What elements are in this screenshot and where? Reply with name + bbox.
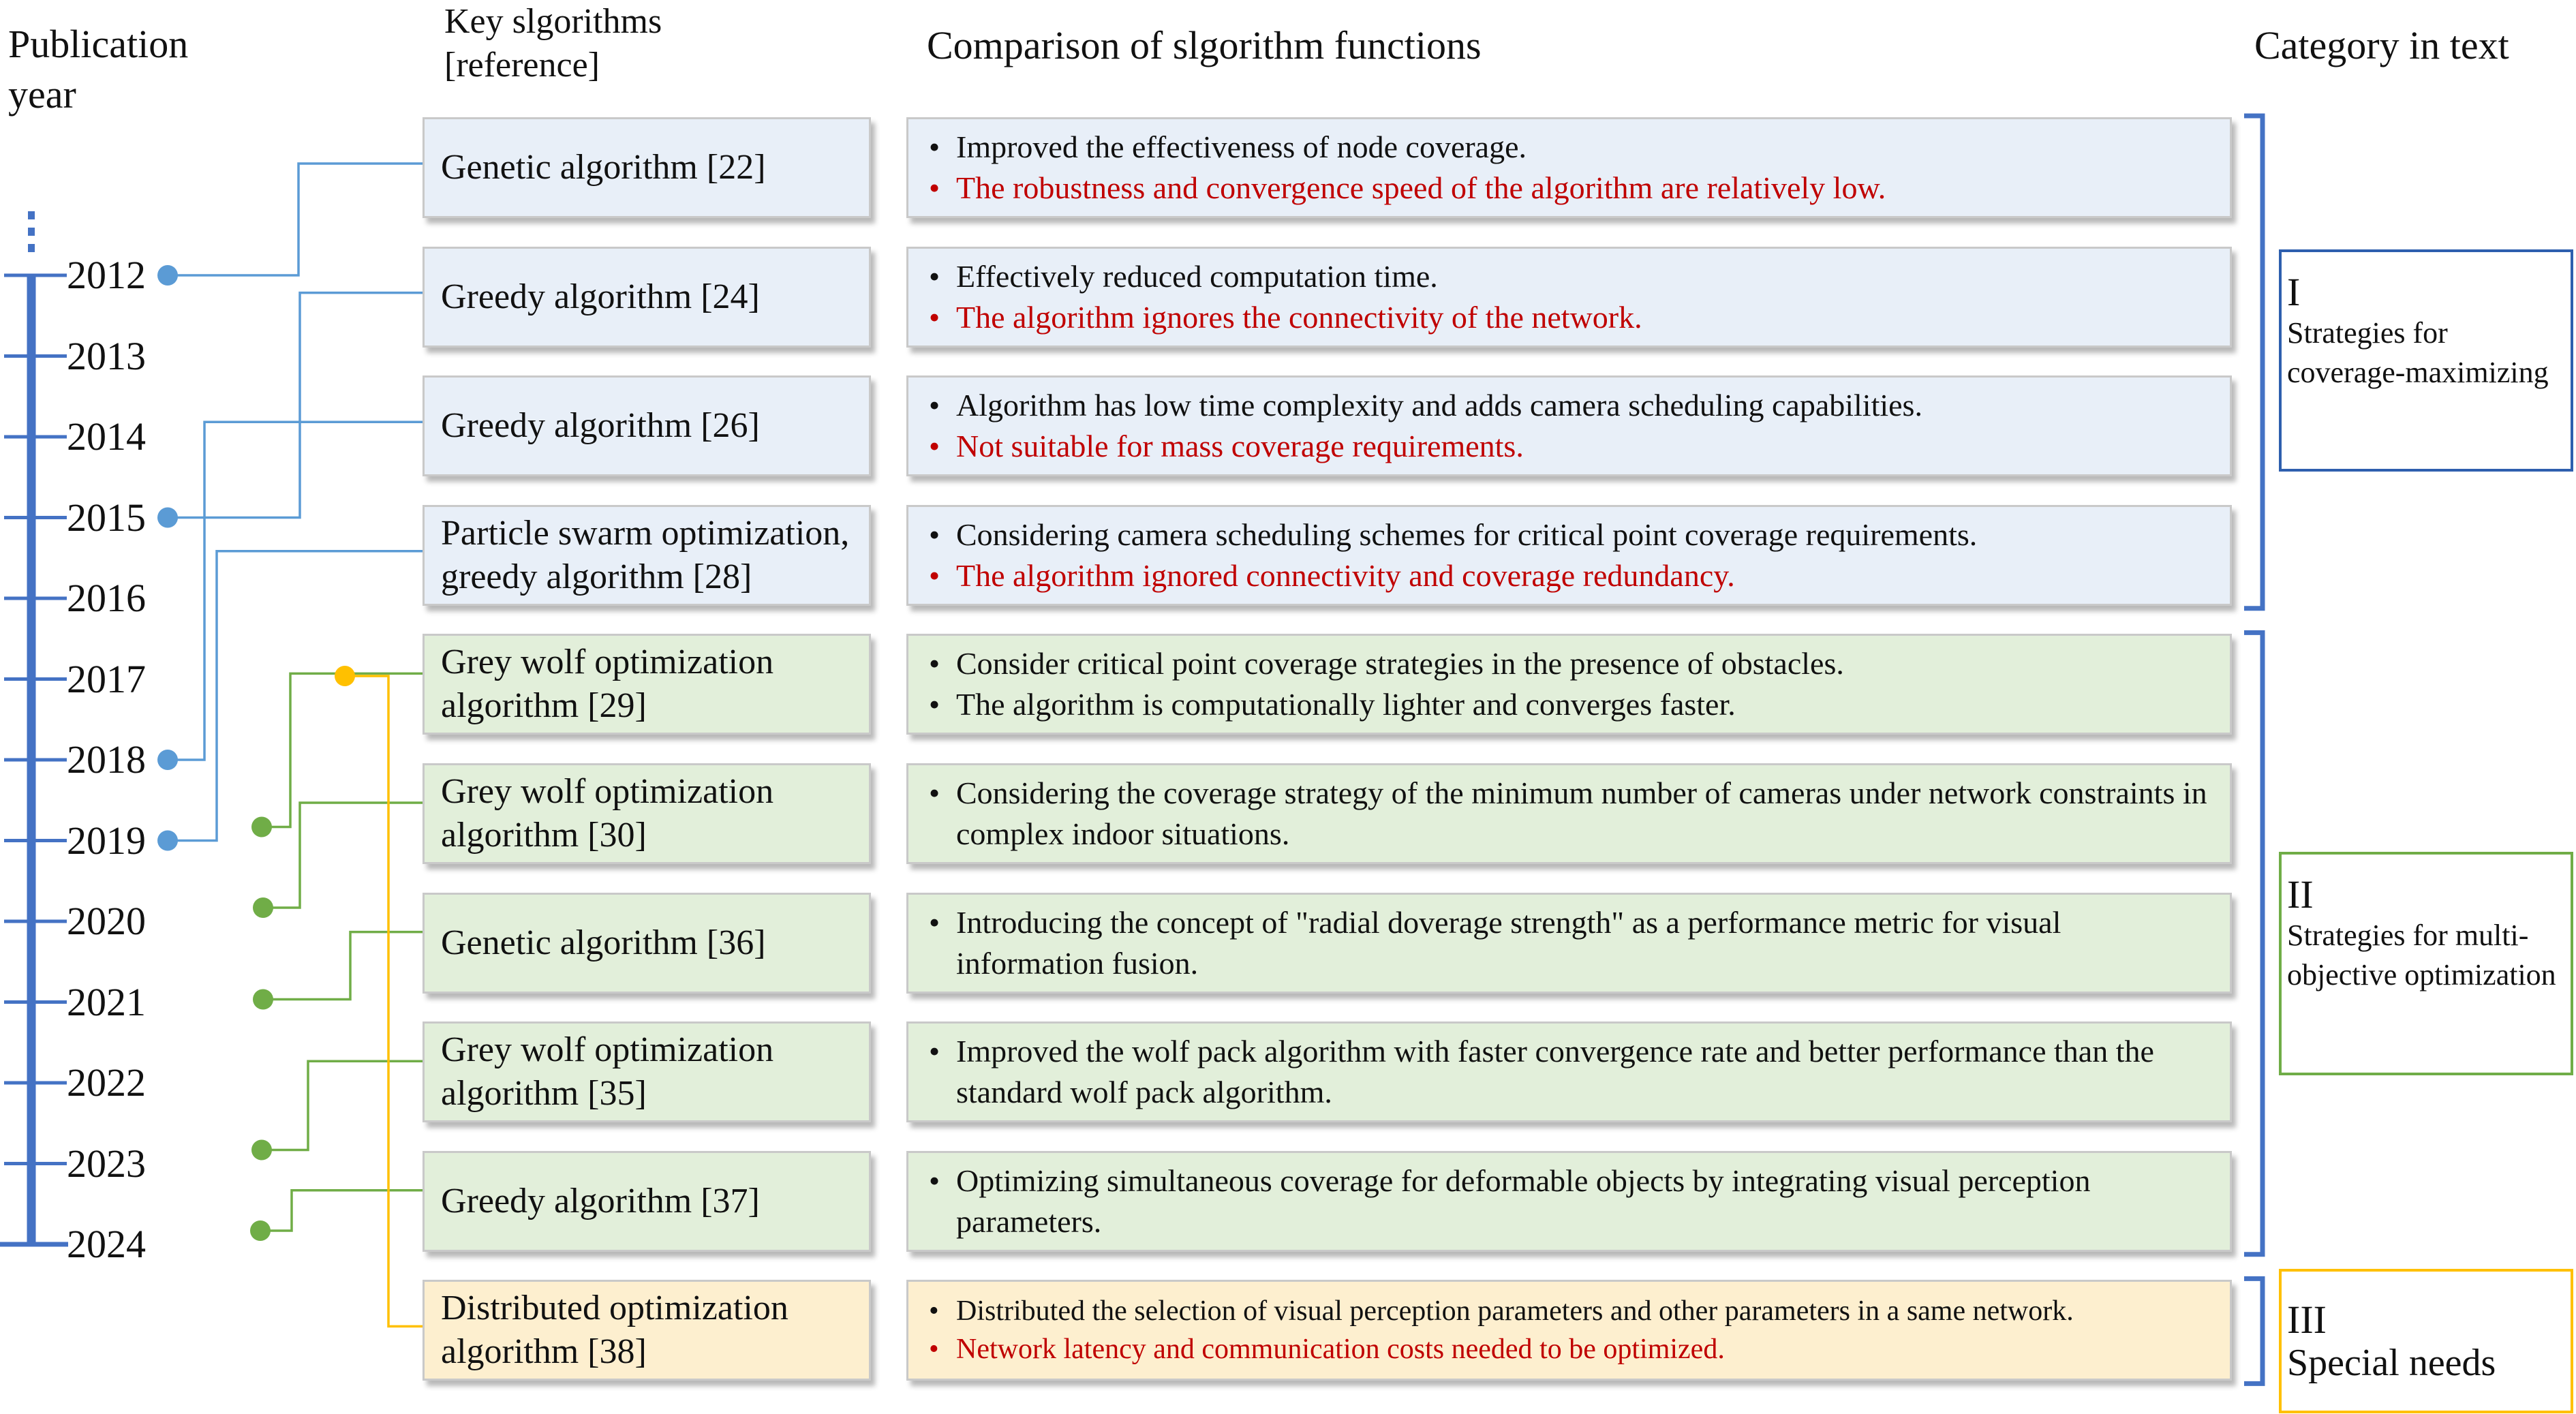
limitation-point: [929, 168, 2213, 209]
advantage-point: [929, 684, 2213, 725]
year-label: 2024: [67, 1222, 146, 1266]
year-dot-icon: [250, 1220, 271, 1241]
comparison-box: [906, 375, 2232, 476]
point-text: Consider critical point coverage strategies in the presence of obstacles.: [956, 646, 1844, 681]
point-text: Not suitable for mass coverage requirements.: [956, 429, 1524, 464]
category-label: Strategies for coverage-maximizing: [2287, 316, 2549, 389]
algorithm-box: [423, 634, 871, 735]
algorithm-box: [423, 247, 871, 348]
algorithm-box: [423, 893, 871, 994]
year-dot-icon: [253, 989, 273, 1010]
bullet-icon: •: [929, 775, 940, 810]
point-text: Improved the effectiveness of node coverage.: [956, 129, 1527, 164]
algorithm-box: [423, 1280, 871, 1381]
bullet-icon: •: [929, 429, 940, 464]
category-label: Strategies for multi-objective optimization: [2287, 919, 2556, 992]
category-numeral: II: [2287, 872, 2314, 917]
point-text: The algorithm is computationally lighter and converges faster.: [956, 687, 1736, 722]
comparison-box: [906, 247, 2232, 348]
algorithm-name: Grey wolf optimization algorithm [29]: [441, 643, 774, 726]
bullet-icon: •: [929, 258, 940, 294]
comparison-box: [906, 117, 2232, 218]
algorithm-box: [423, 117, 871, 218]
advantage-point: [929, 1031, 2213, 1113]
advantage-point: [929, 773, 2213, 855]
year-label: 2022: [67, 1060, 146, 1105]
comparison-box: [906, 1151, 2232, 1252]
connector-line: [345, 676, 423, 1326]
header-publication-year: Publication year: [8, 22, 189, 117]
year-label: 2017: [67, 656, 146, 701]
advantage-point: [929, 514, 2213, 555]
limitation-point: [929, 555, 2213, 596]
year-label: 2014: [67, 414, 146, 459]
limitation-point: [929, 1330, 2213, 1368]
advantage-point: [929, 643, 2213, 684]
bullet-icon: •: [929, 1034, 940, 1069]
connector-line: [263, 932, 423, 1000]
algorithm-box: [423, 1021, 871, 1122]
bullet-icon: •: [929, 299, 940, 335]
point-text: Considering camera scheduling schemes for critical point coverage requirements.: [956, 517, 1978, 552]
connector-line: [262, 1061, 423, 1150]
algorithm-box: [423, 763, 871, 864]
point-text: Improved the wolf pack algorithm with faster convergence rate and better performance than the standard wolf pack algorithm.: [956, 1034, 2154, 1110]
connector-line: [168, 551, 423, 841]
point-text: Effectively reduced computation time.: [956, 258, 1438, 294]
algorithm-name: Grey wolf optimization algorithm [30]: [441, 772, 774, 855]
category-box: [2279, 852, 2573, 1075]
advantage-point: [929, 385, 2213, 426]
bullet-icon: •: [929, 904, 940, 940]
comparison-box: [906, 763, 2232, 864]
category-box: [2279, 1269, 2573, 1413]
connector-line: [260, 1190, 423, 1231]
bullet-icon: •: [929, 646, 940, 681]
bullet-icon: •: [929, 1163, 940, 1198]
year-label: 2023: [67, 1141, 146, 1186]
bullet-icon: •: [929, 1334, 939, 1366]
algorithm-name: Greedy algorithm [26]: [441, 406, 760, 446]
point-text: The algorithm ignores the connectivity of the network.: [956, 299, 1642, 335]
advantage-point: [929, 127, 2213, 168]
bullet-icon: •: [929, 557, 940, 593]
connector-line: [168, 293, 423, 518]
year-label: 2021: [67, 979, 146, 1024]
connector-line: [168, 164, 423, 275]
year-label: 2018: [67, 737, 146, 782]
point-text: Considering the coverage strategy of the minimum number of cameras under network constraints in complex indoor situations.: [956, 775, 2207, 851]
algorithm-box: [423, 375, 871, 476]
category-bracket: [2244, 632, 2263, 1254]
category-numeral: I: [2287, 270, 2301, 314]
advantage-point: [929, 1161, 2213, 1242]
algorithm-name: Greedy algorithm [37]: [441, 1181, 760, 1220]
limitation-point: [929, 426, 2213, 467]
bullet-icon: •: [929, 388, 940, 423]
year-dot-icon: [251, 1140, 272, 1161]
connector-line: [168, 422, 423, 760]
point-text: The algorithm ignored connectivity and coverage redundancy.: [956, 557, 1735, 593]
point-text: The robustness and convergence speed of the algorithm are relatively low.: [956, 170, 1886, 205]
advantage-point: [929, 1292, 2213, 1330]
header-comparison: Comparison of slgorithm functions: [927, 23, 1482, 67]
advantage-point: [929, 256, 2213, 297]
bullet-icon: •: [929, 170, 940, 205]
bullet-icon: •: [929, 1295, 939, 1327]
point-text: Distributed the selection of visual perception parameters and other parameters in a same network.: [956, 1295, 2074, 1327]
algorithm-name: Greedy algorithm [24]: [441, 277, 760, 316]
category-bracket: [2244, 116, 2263, 609]
bullet-icon: •: [929, 687, 940, 722]
year-dot-icon: [335, 666, 355, 686]
header-category: Category in text: [2254, 23, 2509, 67]
bullet-icon: •: [929, 517, 940, 552]
algorithm-name: Grey wolf optimization algorithm [35]: [441, 1030, 774, 1113]
category-box: [2279, 249, 2573, 472]
comparison-box: [906, 1280, 2232, 1381]
comparison-box: [906, 634, 2232, 735]
algorithm-name: Particle swarm optimization, greedy algorithm [28]: [441, 513, 850, 596]
connector-line: [263, 803, 423, 908]
year-dot-icon: [253, 897, 273, 918]
year-label: 2013: [67, 333, 146, 378]
year-label: 2016: [67, 576, 146, 620]
year-label: 2019: [67, 818, 146, 863]
comparison-box: [906, 505, 2232, 606]
algorithm-name: Genetic algorithm [22]: [441, 148, 766, 187]
point-text: Introducing the concept of "radial doverage strength" as a performance metric for visual information fusion.: [956, 904, 2061, 981]
bullet-icon: •: [929, 129, 940, 164]
point-text: Algorithm has low time complexity and adds camera scheduling capabilities.: [956, 388, 1922, 423]
point-text: Optimizing simultaneous coverage for deformable objects by integrating visual perception parameters.: [956, 1163, 2091, 1239]
algorithm-name: Genetic algorithm [36]: [441, 923, 766, 962]
comparison-box: [906, 1021, 2232, 1122]
category-label: Special needs: [2287, 1342, 2496, 1384]
algorithm-box: [423, 1151, 871, 1252]
year-label: 2012: [67, 253, 146, 297]
header-key-algorithms: Key slgorithms [reference]: [444, 2, 662, 84]
year-label: 2020: [67, 899, 146, 943]
year-label: 2015: [67, 495, 146, 540]
advantage-point: [929, 902, 2213, 984]
category-numeral: III: [2287, 1297, 2327, 1342]
point-text: Network latency and communication costs needed to be optimized.: [956, 1334, 1725, 1366]
category-bracket: [2244, 1278, 2263, 1383]
year-dot-icon: [251, 817, 272, 837]
algorithm-box: [423, 505, 871, 606]
algorithm-name: Distributed optimization algorithm [38]: [441, 1289, 788, 1372]
limitation-point: [929, 297, 2213, 338]
comparison-box: [906, 893, 2232, 994]
